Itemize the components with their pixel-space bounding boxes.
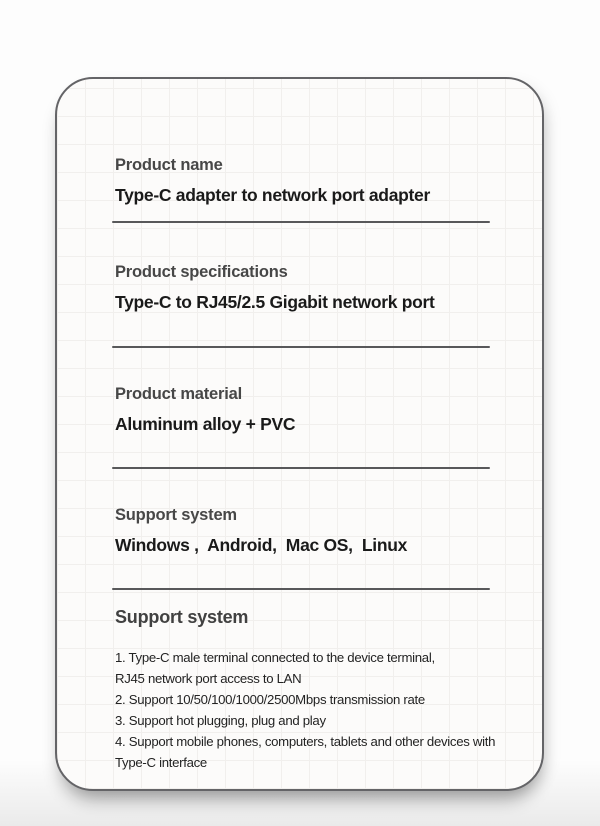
section-label: Product name bbox=[115, 156, 223, 174]
section-label: Support system bbox=[115, 506, 237, 524]
section-product-material bbox=[115, 383, 515, 436]
section-value: Type-C adapter to network port adapter bbox=[115, 185, 430, 205]
section-label: Product specifications bbox=[115, 263, 288, 281]
section-divider bbox=[112, 221, 490, 223]
feature-line: 4. Support mobile phones, computers, tablets and other devices with bbox=[115, 734, 496, 749]
feature-line: Type-C interface bbox=[115, 755, 207, 770]
section-value: Aluminum alloy + PVC bbox=[115, 414, 296, 434]
features-heading: Support system bbox=[115, 607, 249, 627]
section-label: Product material bbox=[115, 385, 243, 403]
feature-line: 1. Type-C male terminal connected to the device terminal, bbox=[115, 650, 435, 665]
section-divider bbox=[112, 346, 490, 348]
features-list bbox=[115, 647, 543, 773]
section-product-name bbox=[115, 154, 515, 207]
feature-line: 3. Support hot plugging, plug and play bbox=[115, 713, 326, 728]
section-value: Windows , Android, Mac OS, Linux bbox=[115, 535, 408, 555]
feature-line: 2. Support 10/50/100/1000/2500Mbps transmission rate bbox=[115, 692, 425, 707]
feature-line: RJ45 network port access to LAN bbox=[115, 671, 302, 686]
section-divider bbox=[112, 588, 490, 590]
section-divider bbox=[112, 467, 490, 469]
section-support-system bbox=[115, 504, 515, 557]
section-product-specifications bbox=[115, 261, 515, 314]
product-info-card bbox=[55, 77, 544, 791]
section-value: Type-C to RJ45/2.5 Gigabit network port bbox=[115, 292, 435, 312]
